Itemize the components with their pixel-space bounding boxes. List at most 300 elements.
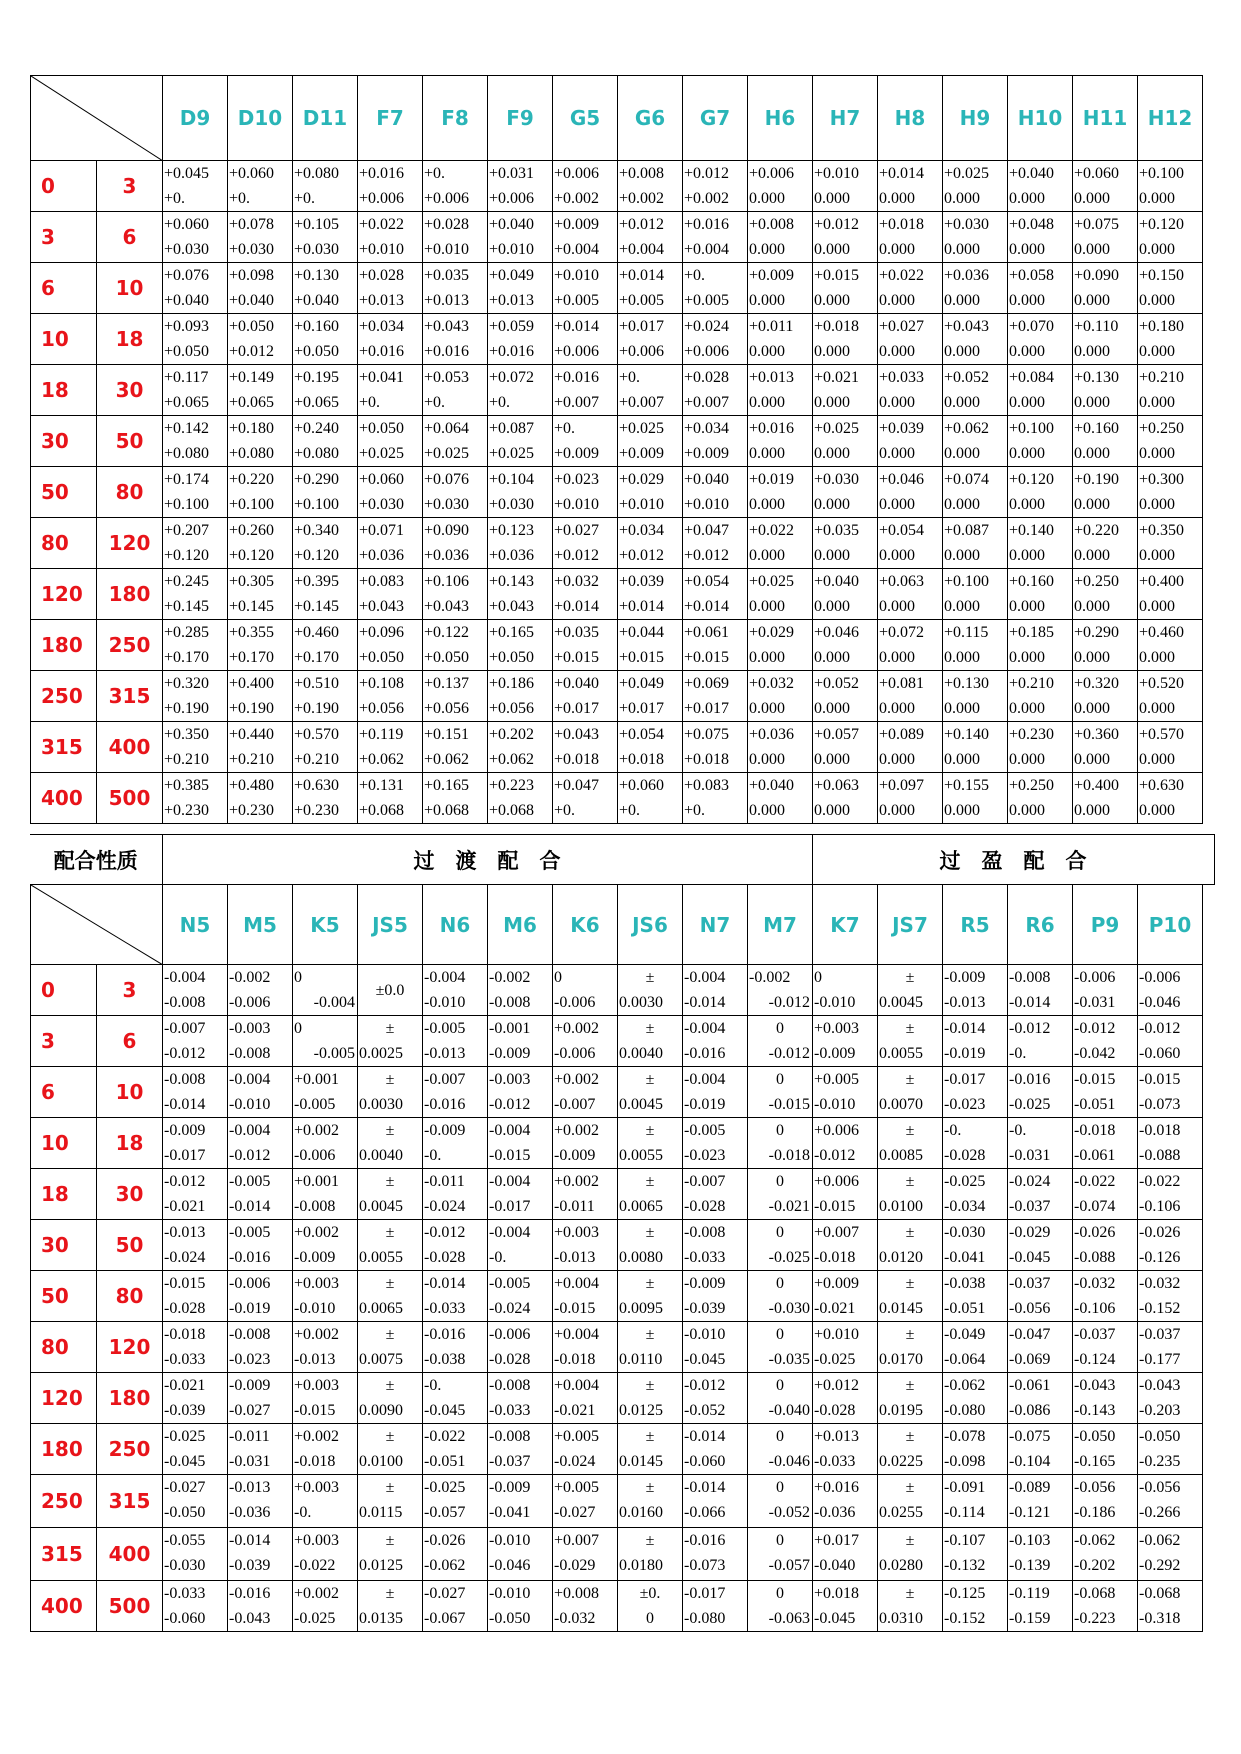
lower-deviation: +0.062 bbox=[359, 751, 405, 768]
table-row bbox=[31, 620, 1203, 671]
column-header-k6: K6 bbox=[553, 885, 618, 965]
upper-deviation: 0 bbox=[776, 1377, 784, 1394]
lower-deviation: -0.014 bbox=[229, 1198, 271, 1215]
lower-deviation: -0.012 bbox=[768, 994, 810, 1011]
lower-deviation: -0.088 bbox=[1074, 1249, 1116, 1266]
lower-deviation: 0.000 bbox=[944, 598, 980, 615]
upper-deviation: +0.024 bbox=[684, 318, 730, 335]
upper-deviation: -0.061 bbox=[1009, 1377, 1051, 1394]
column-header-js6: JS6 bbox=[618, 885, 683, 965]
upper-deviation: -0.043 bbox=[1074, 1377, 1116, 1394]
lower-deviation: -0.004 bbox=[313, 994, 355, 1011]
deviation-cell bbox=[553, 1169, 618, 1220]
deviation-cell bbox=[163, 1016, 228, 1067]
fit-nature-row bbox=[30, 834, 1215, 885]
lower-deviation: 0.0025 bbox=[359, 1045, 403, 1062]
upper-deviation: +0.035 bbox=[424, 267, 470, 284]
lower-deviation: -0.037 bbox=[489, 1453, 531, 1470]
size-range-from: 30 bbox=[31, 1220, 97, 1271]
upper-deviation: +0.131 bbox=[359, 777, 405, 794]
upper-deviation: +0.031 bbox=[489, 165, 535, 182]
upper-deviation: ± bbox=[645, 1326, 655, 1343]
upper-deviation: -0.025 bbox=[944, 1173, 986, 1190]
lower-deviation: 0.0110 bbox=[619, 1351, 663, 1368]
upper-deviation: -0.008 bbox=[489, 1428, 531, 1445]
lower-deviation: 0.0055 bbox=[359, 1249, 403, 1266]
deviation-cell bbox=[293, 1220, 358, 1271]
lower-deviation: 0.000 bbox=[1009, 190, 1045, 207]
lower-deviation: -0.143 bbox=[1074, 1402, 1116, 1419]
upper-deviation: +0.016 bbox=[814, 1479, 860, 1496]
lower-deviation: -0.202 bbox=[1074, 1557, 1116, 1574]
lower-deviation: -0. bbox=[489, 1249, 507, 1266]
upper-deviation: +0.017 bbox=[814, 1532, 860, 1549]
deviation-cell bbox=[1138, 1016, 1203, 1067]
deviation-cell bbox=[553, 1373, 618, 1424]
lower-deviation: +0.100 bbox=[229, 496, 275, 513]
lower-deviation: +0.016 bbox=[424, 343, 470, 360]
lower-deviation: +0.018 bbox=[684, 751, 730, 768]
deviation-cell bbox=[1008, 1016, 1073, 1067]
deviation-cell bbox=[228, 1220, 293, 1271]
upper-deviation: -0.008 bbox=[229, 1326, 271, 1343]
lower-deviation: +0.013 bbox=[359, 292, 405, 309]
upper-deviation: +0.063 bbox=[814, 777, 860, 794]
lower-deviation: -0.177 bbox=[1139, 1351, 1181, 1368]
deviation-cell bbox=[228, 365, 293, 416]
lower-deviation: -0.069 bbox=[1009, 1351, 1051, 1368]
deviation-cell bbox=[423, 1118, 488, 1169]
column-header-n6: N6 bbox=[423, 885, 488, 965]
deviation-cell bbox=[228, 212, 293, 263]
upper-deviation: ± bbox=[385, 1020, 395, 1037]
lower-deviation: 0.000 bbox=[1009, 445, 1045, 462]
lower-deviation: -0.012 bbox=[489, 1096, 531, 1113]
lower-deviation: -0.034 bbox=[944, 1198, 986, 1215]
deviation-cell bbox=[943, 467, 1008, 518]
table-row bbox=[31, 263, 1203, 314]
lower-deviation: 0.000 bbox=[944, 241, 980, 258]
lower-deviation: -0.028 bbox=[814, 1402, 856, 1419]
upper-deviation: +0.165 bbox=[489, 624, 535, 641]
upper-deviation: -0.004 bbox=[684, 1020, 726, 1037]
deviation-cell bbox=[683, 263, 748, 314]
upper-deviation: +0.400 bbox=[229, 675, 275, 692]
lower-deviation: +0.036 bbox=[424, 547, 470, 564]
upper-deviation: +0.032 bbox=[554, 573, 600, 590]
deviation-cell bbox=[1138, 1118, 1203, 1169]
upper-deviation: ± bbox=[645, 1377, 655, 1394]
upper-deviation: +0.016 bbox=[554, 369, 600, 386]
lower-deviation: 0.000 bbox=[814, 241, 850, 258]
lower-deviation: +0.068 bbox=[359, 802, 405, 819]
lower-deviation: +0.006 bbox=[684, 343, 730, 360]
lower-deviation: +0.230 bbox=[294, 802, 340, 819]
upper-deviation: +0.122 bbox=[424, 624, 470, 641]
lower-deviation: +0.025 bbox=[359, 445, 405, 462]
deviation-cell bbox=[618, 620, 683, 671]
size-range-from: 6 bbox=[31, 263, 97, 314]
size-range-to: 315 bbox=[97, 671, 163, 722]
lower-deviation: 0.000 bbox=[814, 649, 850, 666]
deviation-cell bbox=[748, 1581, 813, 1632]
lower-deviation: 0.0170 bbox=[879, 1351, 923, 1368]
upper-deviation: +0.002 bbox=[554, 1173, 600, 1190]
size-range-to: 3 bbox=[97, 161, 163, 212]
upper-deviation: +0.008 bbox=[554, 1585, 600, 1602]
lower-deviation: -0.106 bbox=[1139, 1198, 1181, 1215]
deviation-cell bbox=[358, 518, 423, 569]
lower-deviation: +0. bbox=[229, 190, 251, 207]
lower-deviation: -0.045 bbox=[164, 1453, 206, 1470]
deviation-cell bbox=[748, 1424, 813, 1475]
deviation-cell bbox=[878, 965, 943, 1016]
deviation-cell bbox=[618, 518, 683, 569]
deviation-cell bbox=[618, 1322, 683, 1373]
lower-deviation: -0.045 bbox=[424, 1402, 466, 1419]
upper-deviation: +0.043 bbox=[554, 726, 600, 743]
lower-deviation: -0.031 bbox=[229, 1453, 271, 1470]
column-header-d11: D11 bbox=[293, 76, 358, 161]
upper-deviation: +0.062 bbox=[944, 420, 990, 437]
lower-deviation: -0.057 bbox=[424, 1504, 466, 1521]
lower-deviation: 0.000 bbox=[1074, 700, 1110, 717]
upper-deviation: -0.005 bbox=[229, 1173, 271, 1190]
deviation-cell bbox=[163, 416, 228, 467]
deviation-cell bbox=[423, 365, 488, 416]
deviation-cell bbox=[748, 314, 813, 365]
upper-deviation: +0.117 bbox=[164, 369, 209, 386]
lower-deviation: 0.000 bbox=[814, 496, 850, 513]
deviation-cell bbox=[293, 1118, 358, 1169]
upper-deviation: -0.007 bbox=[684, 1173, 726, 1190]
upper-deviation: +0.060 bbox=[229, 165, 275, 182]
lower-deviation: 0.000 bbox=[749, 445, 785, 462]
lower-deviation: +0.190 bbox=[294, 700, 340, 717]
deviation-cell bbox=[1073, 965, 1138, 1016]
upper-deviation: +0.012 bbox=[814, 216, 860, 233]
deviation-cell bbox=[1008, 518, 1073, 569]
size-range-to: 6 bbox=[97, 212, 163, 263]
lower-deviation: -0.031 bbox=[1009, 1147, 1051, 1164]
upper-deviation: +0.385 bbox=[164, 777, 210, 794]
upper-deviation: 0 bbox=[776, 1224, 784, 1241]
upper-deviation: +0.290 bbox=[1074, 624, 1120, 641]
lower-deviation: -0.073 bbox=[684, 1557, 726, 1574]
upper-deviation: +0.028 bbox=[424, 216, 470, 233]
lower-deviation: 0.000 bbox=[1074, 241, 1110, 258]
upper-deviation: +0.160 bbox=[1074, 420, 1120, 437]
column-header-h8: H8 bbox=[878, 76, 943, 161]
column-header-g6: G6 bbox=[618, 76, 683, 161]
upper-deviation: +0.093 bbox=[164, 318, 210, 335]
upper-deviation: -0.002 bbox=[749, 969, 791, 986]
upper-deviation: ± bbox=[905, 969, 915, 986]
lower-deviation: 0.000 bbox=[1074, 598, 1110, 615]
upper-deviation: +0.028 bbox=[359, 267, 405, 284]
lower-deviation: -0.014 bbox=[1009, 994, 1051, 1011]
upper-deviation: +0.202 bbox=[489, 726, 535, 743]
lower-deviation: -0.050 bbox=[164, 1504, 206, 1521]
lower-deviation: 0.000 bbox=[1074, 394, 1110, 411]
deviation-cell bbox=[618, 161, 683, 212]
lower-deviation: +0.050 bbox=[424, 649, 470, 666]
upper-deviation: +0.174 bbox=[164, 471, 210, 488]
size-range-to: 80 bbox=[97, 467, 163, 518]
lower-deviation: -0.046 bbox=[768, 1453, 810, 1470]
deviation-cell bbox=[813, 1169, 878, 1220]
lower-deviation: -0.013 bbox=[424, 1045, 466, 1062]
upper-deviation: +0.510 bbox=[294, 675, 340, 692]
upper-deviation: +0.355 bbox=[229, 624, 275, 641]
upper-deviation: +0.016 bbox=[359, 165, 405, 182]
deviation-cell bbox=[228, 416, 293, 467]
lower-deviation: +0.056 bbox=[489, 700, 535, 717]
upper-deviation: -0.014 bbox=[684, 1479, 726, 1496]
size-range-to: 315 bbox=[97, 1475, 163, 1528]
deviation-cell bbox=[1073, 1581, 1138, 1632]
upper-deviation: +0.047 bbox=[684, 522, 730, 539]
lower-deviation: +0.012 bbox=[619, 547, 665, 564]
size-range-from: 3 bbox=[31, 1016, 97, 1067]
column-header-h6: H6 bbox=[748, 76, 813, 161]
column-header-h9: H9 bbox=[943, 76, 1008, 161]
upper-deviation: +0.054 bbox=[684, 573, 730, 590]
size-range-to: 30 bbox=[97, 1169, 163, 1220]
lower-deviation: -0.051 bbox=[944, 1300, 986, 1317]
deviation-cell bbox=[553, 671, 618, 722]
upper-deviation: -0.004 bbox=[164, 969, 206, 986]
lower-deviation: 0.000 bbox=[944, 394, 980, 411]
column-header-h10: H10 bbox=[1008, 76, 1073, 161]
lower-deviation: -0.056 bbox=[1009, 1300, 1051, 1317]
upper-deviation: +0.006 bbox=[814, 1122, 860, 1139]
deviation-cell bbox=[553, 620, 618, 671]
deviation-cell bbox=[943, 263, 1008, 314]
deviation-cell bbox=[618, 314, 683, 365]
upper-deviation: +0.014 bbox=[619, 267, 665, 284]
size-range-to: 18 bbox=[97, 1118, 163, 1169]
deviation-cell bbox=[813, 212, 878, 263]
lower-deviation: -0.139 bbox=[1009, 1557, 1051, 1574]
upper-deviation: ± bbox=[905, 1428, 915, 1445]
lower-deviation: +0.100 bbox=[164, 496, 210, 513]
deviation-cell bbox=[683, 1220, 748, 1271]
lower-deviation: 0.0090 bbox=[359, 1402, 403, 1419]
deviation-cell bbox=[878, 416, 943, 467]
upper-deviation: +0.002 bbox=[554, 1122, 600, 1139]
deviation-cell bbox=[1008, 263, 1073, 314]
upper-deviation: -0.056 bbox=[1074, 1479, 1116, 1496]
deviation-cell bbox=[1138, 416, 1203, 467]
deviation-cell bbox=[163, 467, 228, 518]
upper-deviation: +0.080 bbox=[294, 165, 340, 182]
lower-deviation: -0.126 bbox=[1139, 1249, 1181, 1266]
deviation-cell bbox=[1073, 1475, 1138, 1528]
deviation-cell bbox=[683, 1581, 748, 1632]
upper-deviation: +0.064 bbox=[424, 420, 470, 437]
size-range-from: 315 bbox=[31, 722, 97, 773]
deviation-cell bbox=[358, 1475, 423, 1528]
lower-deviation: +0.010 bbox=[359, 241, 405, 258]
deviation-cell bbox=[553, 1220, 618, 1271]
lower-deviation: -0.080 bbox=[684, 1610, 726, 1627]
deviation-cell bbox=[1008, 1373, 1073, 1424]
lower-deviation: -0.006 bbox=[229, 994, 271, 1011]
column-header-g7: G7 bbox=[683, 76, 748, 161]
deviation-cell bbox=[878, 1373, 943, 1424]
deviation-cell bbox=[488, 365, 553, 416]
lower-deviation: -0.021 bbox=[164, 1198, 206, 1215]
upper-deviation: +0.012 bbox=[619, 216, 665, 233]
lower-deviation: -0.024 bbox=[424, 1198, 466, 1215]
upper-deviation: +0.106 bbox=[424, 573, 470, 590]
deviation-cell bbox=[943, 1016, 1008, 1067]
upper-deviation: +0.305 bbox=[229, 573, 275, 590]
upper-deviation: +0.100 bbox=[1139, 165, 1185, 182]
upper-deviation: ± bbox=[385, 1585, 395, 1602]
deviation-cell bbox=[358, 965, 423, 1016]
upper-deviation: +0.063 bbox=[879, 573, 925, 590]
lower-deviation: -0.057 bbox=[768, 1557, 810, 1574]
upper-deviation: ± bbox=[385, 1428, 395, 1445]
lower-deviation: +0.012 bbox=[554, 547, 600, 564]
upper-deviation: +0.098 bbox=[229, 267, 275, 284]
upper-deviation: ±0. bbox=[639, 1585, 661, 1602]
upper-deviation: -0.005 bbox=[489, 1275, 531, 1292]
upper-deviation: +0.520 bbox=[1139, 675, 1185, 692]
lower-deviation: -0. bbox=[1009, 1045, 1027, 1062]
lower-deviation: -0.041 bbox=[944, 1249, 986, 1266]
upper-deviation: +0.210 bbox=[1009, 675, 1055, 692]
lower-deviation: -0.012 bbox=[768, 1045, 810, 1062]
upper-deviation: -0.005 bbox=[684, 1122, 726, 1139]
size-range-from: 400 bbox=[31, 773, 97, 824]
lower-deviation: -0.050 bbox=[489, 1610, 531, 1627]
upper-deviation: -0.119 bbox=[1009, 1585, 1050, 1602]
lower-deviation: -0.033 bbox=[684, 1249, 726, 1266]
lower-deviation: +0.050 bbox=[164, 343, 210, 360]
upper-deviation: -0.015 bbox=[1139, 1071, 1181, 1088]
table-row bbox=[31, 1220, 1203, 1271]
deviation-cell bbox=[878, 1424, 943, 1475]
lower-deviation: -0.016 bbox=[229, 1249, 271, 1266]
lower-deviation: 0.0125 bbox=[359, 1557, 403, 1574]
upper-deviation: +0.186 bbox=[489, 675, 535, 692]
lower-deviation: -0.036 bbox=[229, 1504, 271, 1521]
lower-tolerance-table bbox=[30, 884, 1203, 1632]
deviation-cell bbox=[293, 620, 358, 671]
upper-deviation: 0 bbox=[776, 1275, 784, 1292]
lower-deviation: +0.043 bbox=[424, 598, 470, 615]
upper-deviation: +0.400 bbox=[1074, 777, 1120, 794]
upper-deviation: +0.115 bbox=[944, 624, 989, 641]
upper-deviation: +0.083 bbox=[359, 573, 405, 590]
deviation-cell bbox=[1008, 1169, 1073, 1220]
deviation-cell bbox=[1073, 671, 1138, 722]
deviation-cell bbox=[1138, 722, 1203, 773]
upper-deviation: +0.029 bbox=[619, 471, 665, 488]
deviation-cell bbox=[748, 1118, 813, 1169]
lower-deviation: +0.002 bbox=[619, 190, 665, 207]
deviation-cell bbox=[943, 1475, 1008, 1528]
lower-deviation: -0.052 bbox=[768, 1504, 810, 1521]
lower-deviation: 0.000 bbox=[879, 547, 915, 564]
upper-deviation: +0.220 bbox=[229, 471, 275, 488]
deviation-cell bbox=[423, 773, 488, 824]
upper-deviation: -0.004 bbox=[424, 969, 466, 986]
column-header-g5: G5 bbox=[553, 76, 618, 161]
lower-deviation: 0.000 bbox=[814, 445, 850, 462]
upper-deviation: -0.021 bbox=[164, 1377, 206, 1394]
upper-deviation: -0.004 bbox=[489, 1122, 531, 1139]
deviation-cell bbox=[423, 1424, 488, 1475]
deviation-cell bbox=[163, 518, 228, 569]
lower-deviation: 0.000 bbox=[1074, 445, 1110, 462]
upper-deviation: ± bbox=[645, 1428, 655, 1445]
upper-deviation: +0.039 bbox=[879, 420, 925, 437]
lower-deviation: 0.000 bbox=[1139, 394, 1175, 411]
lower-deviation: +0.013 bbox=[424, 292, 470, 309]
deviation-cell bbox=[293, 1373, 358, 1424]
deviation-cell bbox=[943, 212, 1008, 263]
column-header-h11: H11 bbox=[1073, 76, 1138, 161]
deviation-cell bbox=[293, 1424, 358, 1475]
upper-deviation: +0.350 bbox=[164, 726, 210, 743]
lower-deviation: -0.012 bbox=[814, 1147, 856, 1164]
deviation-cell bbox=[358, 722, 423, 773]
table-row bbox=[31, 1016, 1203, 1067]
upper-deviation: -0.026 bbox=[1074, 1224, 1116, 1241]
deviation-cell bbox=[943, 365, 1008, 416]
deviation-cell bbox=[813, 314, 878, 365]
upper-deviation: -0.027 bbox=[164, 1479, 206, 1496]
upper-deviation: ± bbox=[385, 1326, 395, 1343]
lower-deviation: 0.000 bbox=[1139, 649, 1175, 666]
upper-deviation: +0.033 bbox=[879, 369, 925, 386]
deviation-cell bbox=[488, 1220, 553, 1271]
size-range-from: 180 bbox=[31, 1424, 97, 1475]
upper-deviation: +0.002 bbox=[294, 1585, 340, 1602]
size-range-from: 30 bbox=[31, 416, 97, 467]
upper-deviation: +0.025 bbox=[619, 420, 665, 437]
deviation-cell bbox=[358, 1322, 423, 1373]
table-row bbox=[31, 161, 1203, 212]
lower-deviation: -0.005 bbox=[313, 1045, 355, 1062]
size-range-from: 18 bbox=[31, 1169, 97, 1220]
upper-deviation: -0.050 bbox=[1074, 1428, 1116, 1445]
upper-deviation: +0.340 bbox=[294, 522, 340, 539]
header-row bbox=[31, 885, 1203, 965]
deviation-cell bbox=[423, 1528, 488, 1581]
lower-deviation: 0.000 bbox=[1139, 598, 1175, 615]
deviation-cell bbox=[748, 365, 813, 416]
lower-deviation: 0.000 bbox=[879, 649, 915, 666]
deviation-cell bbox=[553, 518, 618, 569]
deviation-cell bbox=[423, 1016, 488, 1067]
upper-deviation: -0.014 bbox=[229, 1532, 271, 1549]
lower-deviation: -0.015 bbox=[814, 1198, 856, 1215]
upper-deviation: +0.034 bbox=[619, 522, 665, 539]
lower-deviation: 0.000 bbox=[1139, 700, 1175, 717]
lower-deviation: 0.000 bbox=[1139, 802, 1175, 819]
column-header-k5: K5 bbox=[293, 885, 358, 965]
lower-deviation: -0.318 bbox=[1139, 1610, 1181, 1627]
lower-deviation: +0.016 bbox=[359, 343, 405, 360]
upper-deviation: -0.047 bbox=[1009, 1326, 1051, 1343]
deviation-cell bbox=[293, 467, 358, 518]
upper-deviation: -0.009 bbox=[424, 1122, 466, 1139]
